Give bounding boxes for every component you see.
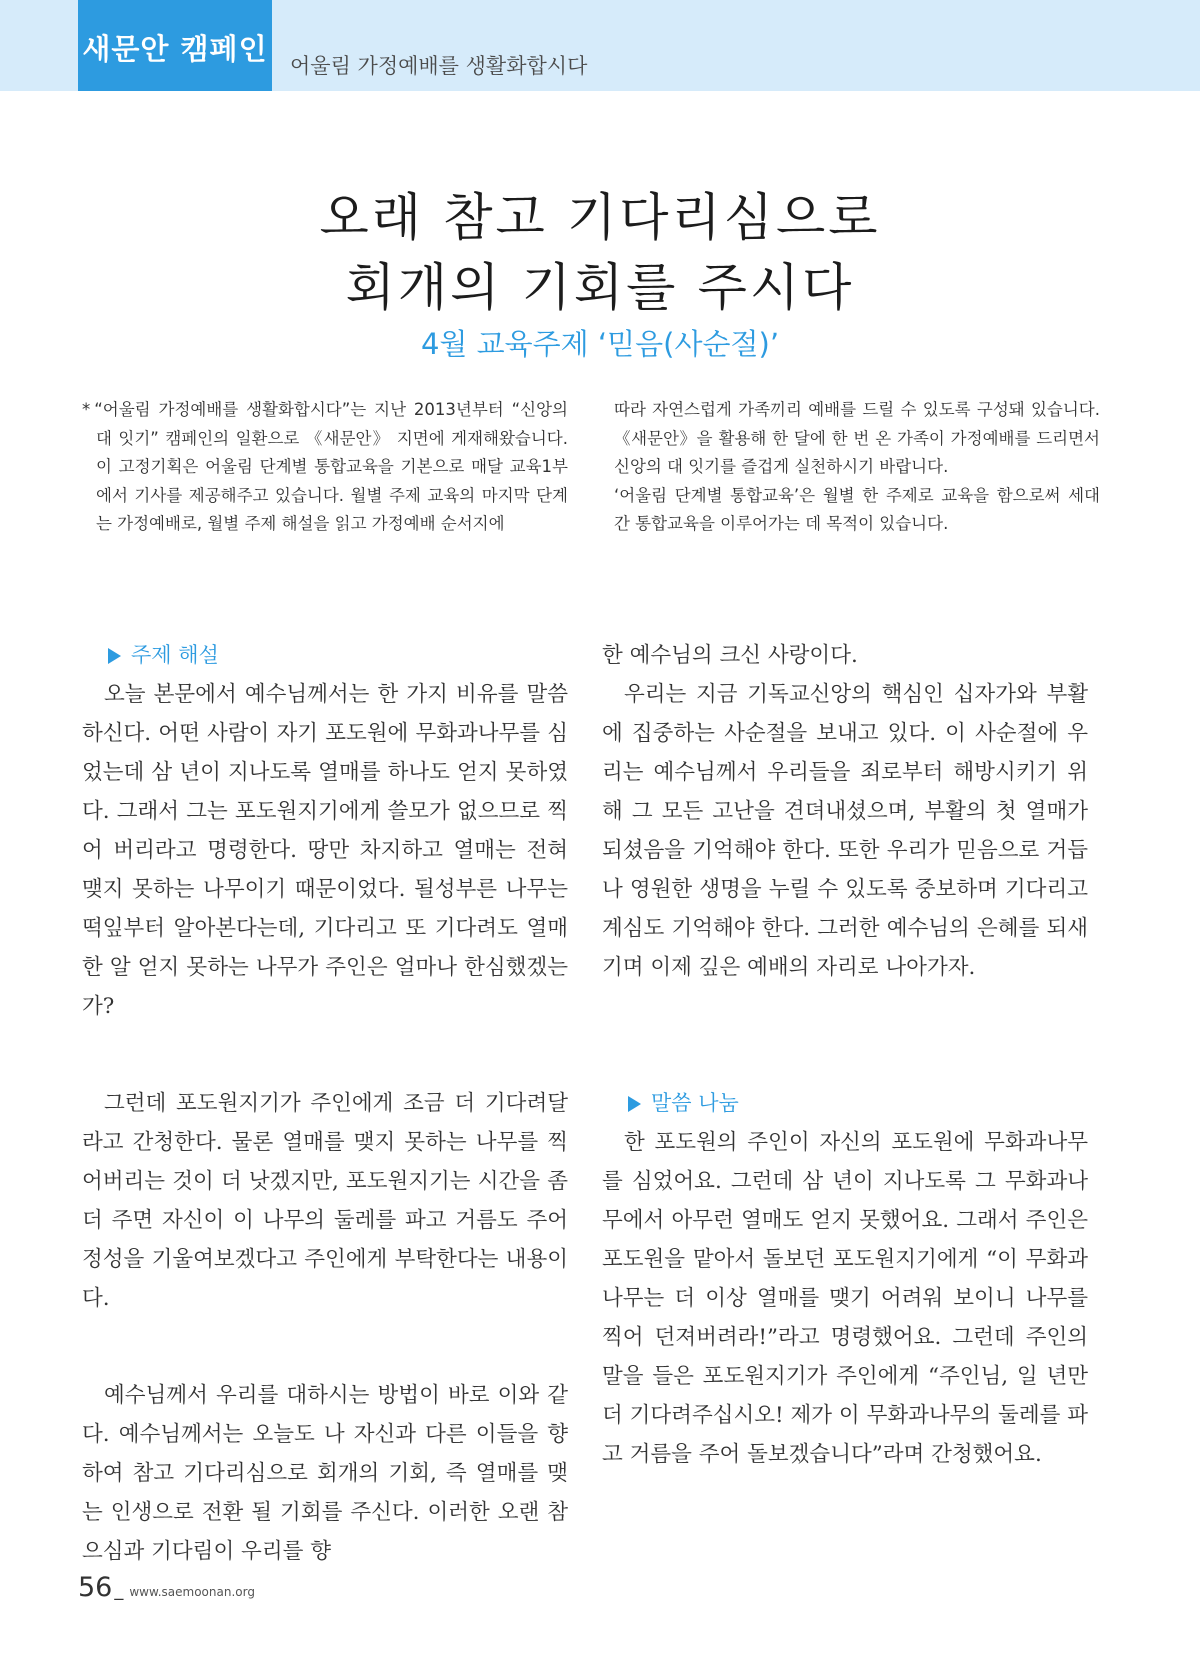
campaign-slogan: 어울림 가정예배를 생활화합시다: [290, 54, 588, 78]
body-left-column: [82, 636, 568, 1571]
article-title-line1: 오래 참고 기다리심으로: [319, 189, 881, 248]
intro-paragraph-2: 따라 자연스럽게 가족끼리 예배를 드릴 수 있도록 구성돼 있습니다. 《새문안》을 활용해 한 달에 한 번 온 가족이 가정예배를 드리면서 신앙의 대 잇기를 즐겁게 실천하시기 바랍니다.: [614, 400, 1100, 476]
intro-paragraph-1: [82, 396, 568, 539]
intro-text-left: “어울림 가정예배를 생활화합시다”는 지난 2013년부터 “신앙의 대 잇기” 캠페인의 일환으로 《새문안》 지면에 게재해왔습니다. 이 고정기획은 어울림 단계별 통합교육을 기본으로 매달 교육1부에서 기사를 제공해주고 있습니다. 월별 주제 교육의 마지막 단계는 가정예배로, 월별 주제 해설을 읽고 가정예배 순서지에: [94, 400, 568, 533]
page-footer: [78, 1572, 255, 1603]
body-paragraph: 예수님께서 우리를 대하시는 방법이 바로 이와 같다. 예수님께서는 오늘도 나 자신과 다른 이들을 향하여 참고 기다리심으로 회개의 기회, 즉 열매를 맺는 인생으로 전환 될 기회를 주신다. 이러한 오랜 참으심과 기다림이 우리를 향: [82, 1383, 568, 1564]
intro-right-column: [614, 396, 1100, 539]
header-bar: [0, 0, 1200, 91]
triangle-bullet-icon: [108, 648, 121, 664]
intro-left-column: [82, 396, 568, 539]
website-url: www.saemoonan.org: [129, 1585, 255, 1599]
article-title-line2: 회개의 기회를 주시다: [345, 259, 855, 318]
body-paragraph-continued: 한 예수님의 크신 사랑이다.: [602, 643, 858, 668]
section-heading-label: 주제 해설: [131, 643, 219, 667]
triangle-bullet-icon: [628, 1096, 641, 1112]
footer-separator: _: [114, 1580, 124, 1601]
body-paragraph: 우리는 지금 기독교신앙의 핵심인 십자가와 부활에 집중하는 사순절을 보내고 있다. 이 사순절에 우리는 예수님께서 우리들을 죄로부터 해방시키기 위해 그 모든 고난을 견뎌내셨으며, 부활의 첫 열매가 되셨음을 기억해야 한다. 또한 우리가 믿음으로 거듭나 영원한 생명을 누릴 수 있도록 중보하며 기다리고 계심도 기억해야 한다. 그러한 예수님의 은혜를 되새기며 이제 깊은 예배의 자리로 나아가자.: [602, 682, 1088, 980]
body-right-column: [602, 636, 1088, 1474]
body-paragraph: 한 포도원의 주인이 자신의 포도원에 무화과나무를 심었어요. 그런데 삼 년이 지나도록 그 무화과나무에서 아무런 열매도 얻지 못했어요. 그래서 주인은 포도원을 맡아서 돌보던 포도원지기에게 “이 무화과나무는 더 이상 열매를 맺기 어려워 보이니 나무를 찍어 던져버려라!”라고 명령했어요. 그런데 주인의 말을 들은 포도원지기가 주인에게 “주인님, 일 년만 더 기다려주십시오! 제가 이 무화과나무의 둘레를 파고 거름을 주어 돌보겠습니다”라며 간청했어요.: [602, 1130, 1088, 1467]
page-number: 56: [78, 1572, 113, 1603]
section-heading-label: 말씀 나눔: [651, 1091, 739, 1115]
section-heading-sharing: [602, 1084, 1088, 1123]
article-subtitle: 4월 교육주제 ‘믿음(사순절)’: [420, 327, 780, 361]
section-heading-theme: [82, 636, 568, 675]
campaign-label: 새문안 캠페인: [78, 0, 272, 91]
body-paragraph: 오늘 본문에서 예수님께서는 한 가지 비유를 말씀하신다. 어떤 사람이 자기 포도원에 무화과나무를 심었는데 삼 년이 지나도록 열매를 하나도 얻지 못하였다. 그래서 그는 포도원지기에게 쓸모가 없으므로 찍어 버리라고 명령한다. 땅만 차지하고 열매는 전혀 맺지 못하는 나무이기 때문이었다. 될성부른 나무는 떡잎부터 알아본다는데, 기다리고 또 기다려도 열매 한 알 얻지 못하는 나무가 주인은 얼마나 한심했겠는가?: [82, 682, 568, 1019]
asterisk-mark: *: [82, 400, 91, 419]
intro-paragraph-3: ‘어울림 단계별 통합교육’은 월별 한 주제로 교육을 함으로써 세대 간 통합교육을 이루어가는 데 목적이 있습니다.: [614, 485, 1100, 533]
body-paragraph: 그런데 포도원지기가 주인에게 조금 더 기다려달라고 간청한다. 물론 열매를 맺지 못하는 나무를 찍어버리는 것이 더 낫겠지만, 포도원지기는 시간을 좀 더 주면 자신이 이 나무의 둘레를 파고 거름도 주어 정성을 기울여보겠다고 주인에게 부탁한다는 내용이다.: [82, 1091, 568, 1311]
